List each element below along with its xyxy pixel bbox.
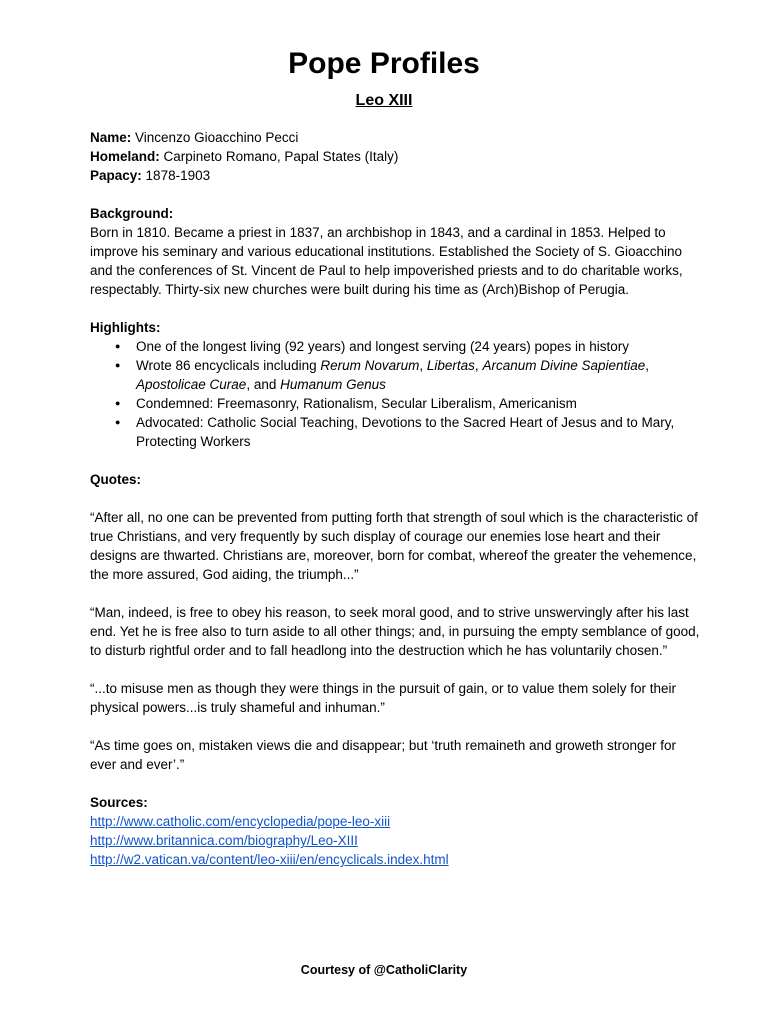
name-label: Name: (90, 130, 132, 145)
highlights-list (90, 337, 700, 451)
papacy-value: 1878-1903 (145, 168, 211, 183)
highlight-text: Condemned: Freemasonry, Rationalism, Secular Liberalism, Americanism (136, 396, 577, 411)
encyclical-title: Apostolicae Curae (136, 377, 247, 392)
profile-content (90, 128, 700, 869)
bullet-icon: ● (115, 360, 121, 370)
encyclical-title: Humanum Genus (280, 377, 386, 392)
list-item (90, 337, 700, 356)
highlight-text: One of the longest living (92 years) and longest serving (24 years) popes in history (136, 339, 630, 354)
highlights-heading: Highlights: (90, 320, 161, 335)
separator-text: , and (246, 377, 281, 392)
list-item (90, 356, 700, 394)
quote-1: “After all, no one can be prevented from putting forth that strength of soul which is the characteristic of true Christians, and very frequently by such display of courage our enemies lose heart and their designs are thwarted. Christians are, moreover, born for combat, whereof the greater the vehemence, the more assured, God aiding, the triumph...” (90, 510, 698, 582)
subtitle-text: Leo XIII (355, 92, 413, 109)
homeland-value: Carpineto Romano, Papal States (Italy) (163, 149, 399, 164)
quote-3: “...to misuse men as though they were things in the pursuit of gain, or to value them solely for their physical powers...is truly shameful and inhuman.” (90, 681, 677, 715)
separator-text: , (419, 358, 427, 373)
quote-2: “Man, indeed, is free to obey his reason, to seek moral good, and to strive unswervingly after his last end. Yet he is free also to turn aside to all other things; and, in pursuing the empty semblance of good, to disturb rightful order and to fall headlong into the destruction which he has voluntarily chosen.” (90, 605, 700, 658)
list-item (90, 394, 700, 413)
source-link-vatican[interactable]: http://w2.vatican.va/content/leo-xiii/en/encyclicals.index.html (90, 852, 449, 867)
encyclical-title: Arcanum Divine Sapientiae (482, 358, 646, 373)
name-value: Vincenzo Gioacchino Pecci (135, 130, 299, 145)
separator-text: , (645, 358, 650, 373)
encyclical-title: Rerum Novarum (320, 358, 420, 373)
bullet-icon: ● (115, 398, 121, 408)
source-link-britannica[interactable]: http://www.britannica.com/biography/Leo-XIII (90, 833, 358, 848)
separator-text: , (474, 358, 483, 373)
page-title: Pope Profiles (288, 47, 480, 80)
homeland-row (90, 147, 700, 166)
page-subtitle (0, 90, 768, 112)
list-item (90, 413, 700, 451)
background-text: Born in 1810. Became a priest in 1837, an archbishop in 1843, and a cardinal in 1853. Helped to improve his seminary and various educational institutions. Established the Society of S. Gioacchino and the conferences of St. Vincent de Paul to help impoverished priests and to do charitable works, respectably. Thirty-six new churches were built during his time as (Arch)Bishop of Perugia. (90, 225, 683, 297)
quotes-heading: Quotes: (90, 472, 142, 487)
bullet-icon: ● (115, 417, 121, 427)
papacy-label: Papacy: (90, 168, 142, 183)
quote-4: “As time goes on, mistaken views die and disappear; but ‘truth remaineth and groweth stronger for ever and ever’.” (90, 738, 677, 772)
highlight-text: Advocated: Catholic Social Teaching, Devotions to the Sacred Heart of Jesus and to Mary, Protecting Workers (136, 415, 675, 449)
homeland-label: Homeland: (90, 149, 160, 164)
page-footer: Courtesy of @CatholiClarity (300, 963, 468, 977)
bullet-icon: ● (115, 341, 121, 351)
name-row (90, 128, 700, 147)
encyclical-title: Libertas (426, 358, 475, 373)
background-heading: Background: (90, 206, 174, 221)
highlight-text: Wrote 86 encyclicals including (136, 358, 321, 373)
papacy-row (90, 166, 700, 185)
source-link-catholic[interactable]: http://www.catholic.com/encyclopedia/pope-leo-xiii (90, 814, 391, 829)
sources-heading: Sources: (90, 795, 148, 810)
